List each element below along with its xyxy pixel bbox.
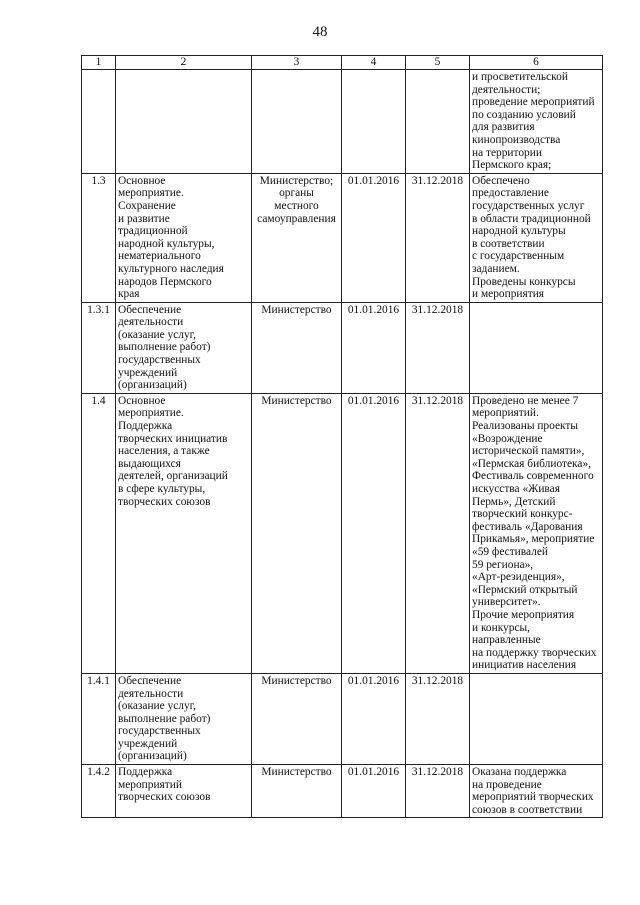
table-header-row	[82, 56, 603, 70]
event-name-cell	[116, 673, 252, 764]
cell-line: Оказана поддержка	[472, 766, 567, 779]
cell-line: государственных услуг	[472, 199, 585, 212]
item-number-cell: 1.3.1	[82, 302, 116, 393]
cell-line: творческих инициатив	[118, 432, 228, 445]
cell-line: Основное	[118, 394, 166, 407]
event-name-cell	[116, 70, 252, 174]
cell-line: Пермского края;	[472, 159, 552, 172]
expected-result-cell	[470, 673, 603, 764]
cell-line: союзов в соответствии	[472, 803, 583, 816]
cell-line: «Пермская библиотека»,	[472, 457, 591, 470]
cell-line: мероприятие.	[118, 407, 184, 420]
cell-line: в сфере культуры,	[118, 483, 206, 495]
cell-line: творческих союзов	[118, 791, 211, 804]
cell-line: деятельности;	[472, 83, 541, 96]
cell-line: Прочие мероприятия	[472, 608, 575, 621]
cell-line: на проведение	[472, 778, 542, 791]
table-row	[82, 673, 603, 764]
item-number-cell	[82, 70, 116, 174]
table-row	[82, 302, 603, 393]
cell-line: Поддержка	[118, 420, 173, 433]
expected-result-cell	[470, 393, 603, 673]
cell-line: творческий конкурс-	[472, 508, 573, 521]
cell-line: края	[118, 288, 140, 301]
cell-line: выполнение работ)	[118, 712, 211, 725]
cell-line: и развитие	[118, 212, 170, 225]
end-date-cell	[406, 70, 470, 174]
item-number-cell: 1.3	[82, 173, 116, 302]
cell-line: Пермь», Детский	[472, 495, 556, 508]
column-header: 1	[82, 56, 116, 70]
start-date-cell: 01.01.2016	[342, 302, 406, 393]
cell-line: культурного наследия	[118, 262, 224, 275]
cell-line: Реализованы проекты	[472, 420, 579, 433]
responsible-cell	[252, 302, 342, 393]
column-header: 5	[406, 56, 470, 70]
cell-line: Министерство	[261, 303, 332, 316]
cell-line: творческих союзов	[118, 495, 211, 508]
expected-result-cell	[470, 173, 603, 302]
cell-line: государственных	[118, 354, 201, 367]
cell-line: Сохранение	[118, 199, 176, 212]
page-number: 48	[312, 24, 328, 40]
cell-line: Обеспечение	[118, 674, 182, 687]
cell-line: учреждений	[118, 366, 178, 379]
cell-line: и мероприятия	[472, 288, 545, 301]
cell-line: (организаций)	[118, 750, 187, 763]
cell-line: в области традиционной	[472, 212, 591, 225]
start-date-cell	[342, 70, 406, 174]
cell-line: Министерство	[261, 766, 332, 779]
cell-line: мероприятий	[118, 778, 182, 791]
cell-line: по созданию условий	[472, 108, 576, 121]
item-number-cell: 1.4.1	[82, 673, 116, 764]
cell-line: местного	[274, 199, 319, 212]
column-header: 4	[342, 56, 406, 70]
cell-line: Проведено не менее 7	[472, 394, 579, 407]
event-name-cell	[116, 765, 252, 818]
cell-line: мероприятие.	[118, 187, 184, 200]
cell-line: традиционной	[118, 225, 188, 238]
cell-line: «59 фестивалей	[472, 545, 549, 558]
cell-line: для развития	[472, 121, 535, 134]
column-header: 3	[252, 56, 342, 70]
cell-line: (оказание услуг,	[118, 328, 196, 341]
cell-line: деятельности	[118, 687, 184, 700]
cell-line: проведение мероприятий	[472, 96, 595, 109]
item-number-cell: 1.4.2	[82, 765, 116, 818]
cell-line: Обеспечение	[118, 303, 182, 316]
table-row	[82, 70, 603, 174]
program-table	[81, 55, 603, 818]
end-date-cell: 31.12.2018	[406, 393, 470, 673]
cell-line: (организаций)	[118, 379, 187, 392]
expected-result-cell	[470, 302, 603, 393]
cell-line: Поддержка	[118, 766, 173, 779]
cell-line: предоставление	[472, 187, 549, 200]
cell-line: инициатив населения	[472, 659, 577, 672]
responsible-cell	[252, 393, 342, 673]
cell-line: Министерство	[261, 394, 332, 407]
cell-line: народной культуры,	[118, 237, 215, 250]
cell-line: народов Пермского	[118, 275, 212, 288]
item-number-cell: 1.4	[82, 393, 116, 673]
cell-line: Министерство;	[259, 174, 334, 187]
event-name-cell	[116, 173, 252, 302]
cell-line: (оказание услуг,	[118, 700, 196, 713]
event-name-cell	[116, 393, 252, 673]
cell-line: кинопроизводства	[472, 133, 561, 146]
cell-line: самоуправления	[257, 212, 336, 225]
expected-result-cell	[470, 765, 603, 818]
cell-line: мероприятий творческих	[472, 791, 594, 804]
column-header: 6	[470, 56, 603, 70]
cell-line: и просветительской	[472, 71, 568, 83]
cell-line: на территории	[472, 146, 542, 159]
cell-line: в соответствии	[472, 237, 545, 250]
expected-result-cell	[470, 70, 603, 174]
start-date-cell: 01.01.2016	[342, 173, 406, 302]
cell-line: выполнение работ)	[118, 341, 211, 354]
end-date-cell: 31.12.2018	[406, 173, 470, 302]
cell-line: исторической памяти»,	[472, 445, 585, 458]
cell-line: 59 региона»,	[472, 558, 534, 571]
cell-line: деятелей, организаций	[118, 470, 228, 483]
table-row	[82, 173, 603, 302]
end-date-cell: 31.12.2018	[406, 673, 470, 764]
cell-line: народной культуры	[472, 225, 566, 238]
cell-line: университет».	[472, 596, 541, 609]
event-name-cell	[116, 302, 252, 393]
cell-line: «Арт-резиденция»,	[472, 571, 565, 584]
start-date-cell: 01.01.2016	[342, 673, 406, 764]
cell-line: «Пермский открытый	[472, 583, 578, 596]
cell-line: деятельности	[118, 316, 184, 329]
cell-line: фестиваль «Дарования	[472, 520, 583, 533]
column-header: 2	[116, 56, 252, 70]
cell-line: Проведены конкурсы	[472, 275, 576, 288]
cell-line: Фестиваль современного	[472, 470, 594, 483]
table-row	[82, 393, 603, 673]
cell-line: искусства «Живая	[472, 483, 560, 495]
cell-line: нематериального	[118, 250, 201, 263]
cell-line: Обеспечено	[472, 174, 530, 187]
cell-line: государственных	[118, 725, 201, 738]
cell-line: учреждений	[118, 737, 178, 750]
start-date-cell: 01.01.2016	[342, 765, 406, 818]
table-row	[82, 765, 603, 818]
responsible-cell	[252, 173, 342, 302]
end-date-cell: 31.12.2018	[406, 765, 470, 818]
responsible-cell	[252, 765, 342, 818]
cell-line: и конкурсы,	[472, 621, 531, 634]
cell-line: с государственным	[472, 250, 565, 263]
end-date-cell: 31.12.2018	[406, 302, 470, 393]
cell-line: «Возрождение	[472, 432, 543, 445]
cell-line: Прикамья», мероприятие	[472, 533, 595, 546]
cell-line: заданием.	[472, 262, 520, 275]
cell-line: на поддержку творческих	[472, 646, 597, 659]
cell-line: направленные	[472, 634, 541, 647]
cell-line: Основное	[118, 174, 166, 187]
cell-line: выдающихся	[118, 457, 181, 470]
start-date-cell: 01.01.2016	[342, 393, 406, 673]
cell-line: органы	[279, 187, 314, 200]
cell-line: населения, а также	[118, 445, 210, 458]
responsible-cell	[252, 70, 342, 174]
cell-line: мероприятий.	[472, 407, 539, 420]
responsible-cell	[252, 673, 342, 764]
cell-line: Министерство	[261, 674, 332, 687]
